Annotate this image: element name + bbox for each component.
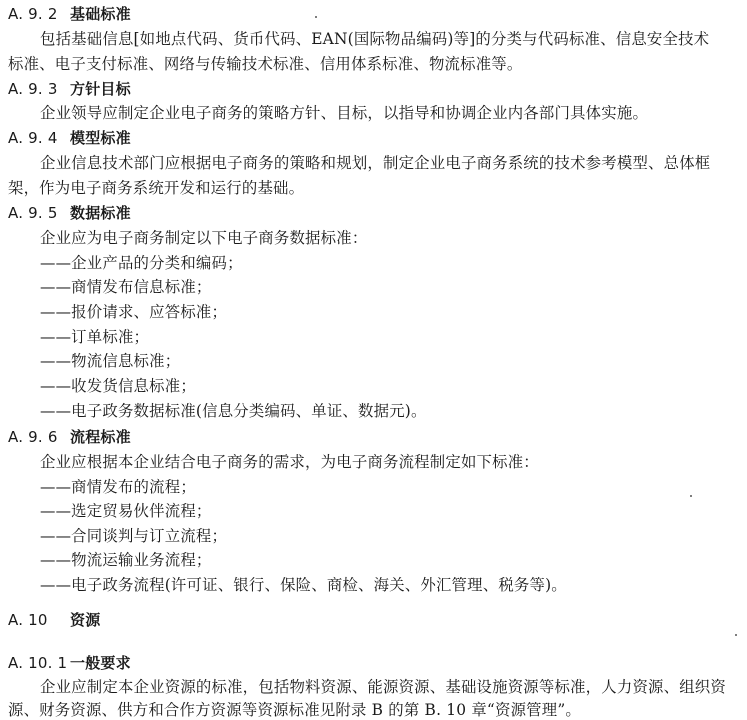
- paragraph-line: 架，作为电子商务系统开发和运行的基础。: [8, 179, 305, 197]
- paragraph-line: 包括基础信息[如地点代码、货币代码、EAN(国际物品编码)等]的分类与代码标准、信息安全技术: [40, 30, 710, 48]
- section-heading-a-9-5: [8, 203, 131, 223]
- scan-speck: [315, 16, 317, 18]
- paragraph-intro: 企业应为电子商务制定以下电子商务数据标准：: [40, 229, 368, 247]
- list-item: ——电子政务数据标准(信息分类编码、单证、数据元)。: [40, 402, 427, 420]
- section-number: A. 9. 5: [8, 204, 58, 222]
- section-title: 资源: [70, 611, 101, 629]
- list-item: ——合同谈判与订立流程；: [40, 527, 228, 545]
- list-item: ——物流运输业务流程；: [40, 551, 212, 569]
- section-number: A. 9. 3: [8, 80, 58, 98]
- section-number: A. 10. 1: [8, 654, 68, 672]
- section-heading-a-9-2: [8, 4, 131, 24]
- section-heading-a-9-6: [8, 427, 131, 447]
- section-heading-a-9-4: [8, 128, 131, 148]
- section-number: A. 9. 4: [8, 129, 58, 147]
- paragraph-line: 企业领导应制定企业电子商务的策略方针、目标，以指导和协调企业内各部门具体实施。: [40, 104, 649, 122]
- section-title: 数据标准: [70, 204, 131, 222]
- list-item: ——报价请求、应答标准；: [40, 303, 228, 321]
- section-number: A. 10: [8, 611, 48, 629]
- paragraph-line: 标准、电子支付标准、网络与传输技术标准、信用体系标准、物流标准等。: [8, 55, 523, 73]
- paragraph-line: 源、财务资源、供方和合作方资源等资源标准见附录 B 的第 B. 10 章“资源管理”。: [8, 701, 582, 719]
- scan-speck: [690, 495, 692, 497]
- list-item: ——收发货信息标准；: [40, 377, 196, 395]
- list-item: ——选定贸易伙伴流程；: [40, 502, 212, 520]
- list-item: ——商情发布信息标准；: [40, 278, 212, 296]
- section-title: 方针目标: [70, 80, 131, 98]
- list-item: ——商情发布的流程；: [40, 478, 196, 496]
- list-item: ——电子政务流程(许可证、银行、保险、商检、海关、外汇管理、税务等)。: [40, 576, 567, 594]
- section-heading-a-10: [8, 610, 100, 630]
- section-heading-a-10-1: [8, 653, 131, 673]
- list-item: ——订单标准；: [40, 328, 150, 346]
- section-title: 基础标准: [70, 5, 131, 23]
- list-item: ——企业产品的分类和编码；: [40, 254, 243, 272]
- section-title: 一般要求: [70, 654, 131, 672]
- paragraph-line: 企业应制定本企业资源的标准，包括物料资源、能源资源、基础设施资源等标准，人力资源、组织资: [40, 678, 726, 696]
- paragraph-intro: 企业应根据本企业结合电子商务的需求，为电子商务流程制定如下标准：: [40, 453, 539, 471]
- paragraph-line: 企业信息技术部门应根据电子商务的策略和规划，制定企业电子商务系统的技术参考模型、总体框: [40, 154, 711, 172]
- section-number: A. 9. 6: [8, 428, 58, 446]
- section-title: 流程标准: [70, 428, 131, 446]
- section-number: A. 9. 2: [8, 5, 58, 23]
- section-title: 模型标准: [70, 129, 131, 147]
- scan-speck: [735, 634, 737, 636]
- section-heading-a-9-3: [8, 79, 131, 99]
- list-item: ——物流信息标准；: [40, 352, 181, 370]
